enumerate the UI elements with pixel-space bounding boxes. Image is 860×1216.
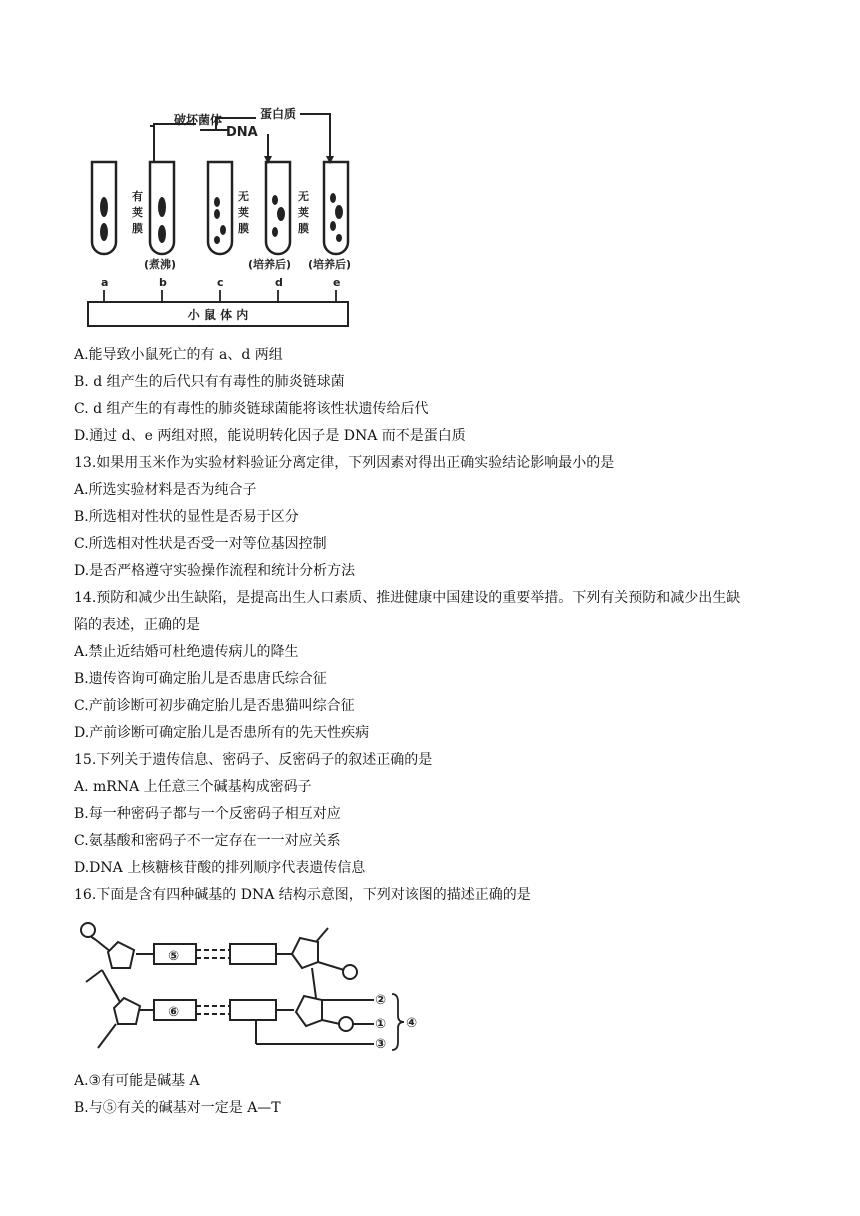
- protein-label: 蛋白质: [260, 107, 297, 121]
- q16-option-a: A.③有可能是碱基 A: [74, 1073, 200, 1089]
- q14-option-c: C.产前诊断可初步确定胎儿是否患猫叫综合征: [74, 698, 355, 714]
- broken-cell-label: 破坏菌体: [174, 113, 223, 127]
- sub-label-e: (培养后): [308, 258, 352, 271]
- q13-option-d: D.是否严格遵守实验操作流程和统计分析方法: [74, 563, 356, 579]
- tube-b-label: 有荚膜: [132, 190, 143, 235]
- q15-option-b: B.每一种密码子都与一个反密码子相互对应: [74, 806, 341, 822]
- letter-b: b: [159, 276, 167, 289]
- q14-option-d: D.产前诊断可确定胎儿是否患所有的先天性疾病: [74, 725, 370, 741]
- tube-c-label: 无荚膜: [238, 190, 249, 235]
- tube-e-label: 无荚膜: [298, 190, 309, 235]
- letter-d: d: [275, 276, 283, 289]
- label-one: ①: [375, 1017, 387, 1032]
- q12-option-b: B. d 组产生的后代只有有毒性的肺炎链球菌: [74, 374, 345, 390]
- q13-stem: 13.如果用玉米作为实验材料验证分离定律，下列因素对得出正确实验结论影响最小的是: [74, 455, 615, 471]
- label-four: ④: [406, 1016, 418, 1031]
- q14-option-b: B.遗传咨询可确定胎儿是否患唐氏综合征: [74, 671, 327, 687]
- dna-label: DNA: [226, 125, 258, 140]
- q15-option-d: D.DNA 上核糖核苷酸的排列顺序代表遗传信息: [74, 860, 366, 876]
- label-two: ②: [375, 993, 387, 1008]
- q13-option-c: C.所选相对性状是否受一对等位基因控制: [74, 536, 327, 552]
- q16-stem: 16.下面是含有四种碱基的 DNA 结构示意图，下列对该图的描述正确的是: [74, 887, 531, 903]
- letter-c: c: [217, 276, 224, 289]
- q16-option-b: B.与⑤有关的碱基对一定是 A—T: [74, 1100, 281, 1116]
- q13-option-a: A.所选实验材料是否为纯合子: [74, 482, 257, 498]
- label-three: ③: [375, 1037, 387, 1052]
- q13-option-b: B.所选相对性状的显性是否易于区分: [74, 509, 299, 525]
- label-six: ⑥: [168, 1005, 180, 1020]
- q12-option-c: C. d 组产生的有毒性的肺炎链球菌能将该性状遗传给后代: [74, 401, 429, 417]
- q14-stem-line2: 陷的表述，正确的是: [74, 617, 200, 633]
- letter-a: a: [101, 276, 109, 289]
- q14-option-a: A.禁止近结婚可杜绝遗传病儿的降生: [74, 644, 299, 660]
- transformation-experiment-figure: [68, 92, 368, 337]
- q14-stem-line1: 14.预防和减少出生缺陷，是提高出生人口素质、推进健康中国建设的重要举措。下列有关预防和减少出生缺: [74, 590, 741, 606]
- q15-stem: 15.下列关于遗传信息、密码子、反密码子的叙述正确的是: [74, 752, 433, 768]
- mouse-body-box-label: 小 鼠 体 内: [187, 308, 249, 322]
- dna-structure-figure: [72, 912, 432, 1062]
- q12-option-a: A.能导致小鼠死亡的有 a、d 两组: [74, 347, 283, 363]
- sub-label-b: (煮沸): [144, 258, 177, 271]
- q12-option-d: D.通过 d、e 两组对照，能说明转化因子是 DNA 而不是蛋白质: [74, 428, 466, 444]
- q15-option-a: A. mRNA 上任意三个碱基构成密码子: [74, 779, 312, 795]
- q15-option-c: C.氨基酸和密码子不一定存在一一对应关系: [74, 833, 341, 849]
- label-five: ⑤: [168, 949, 180, 964]
- sub-label-d: (培养后): [248, 258, 292, 271]
- letter-e: e: [333, 276, 341, 289]
